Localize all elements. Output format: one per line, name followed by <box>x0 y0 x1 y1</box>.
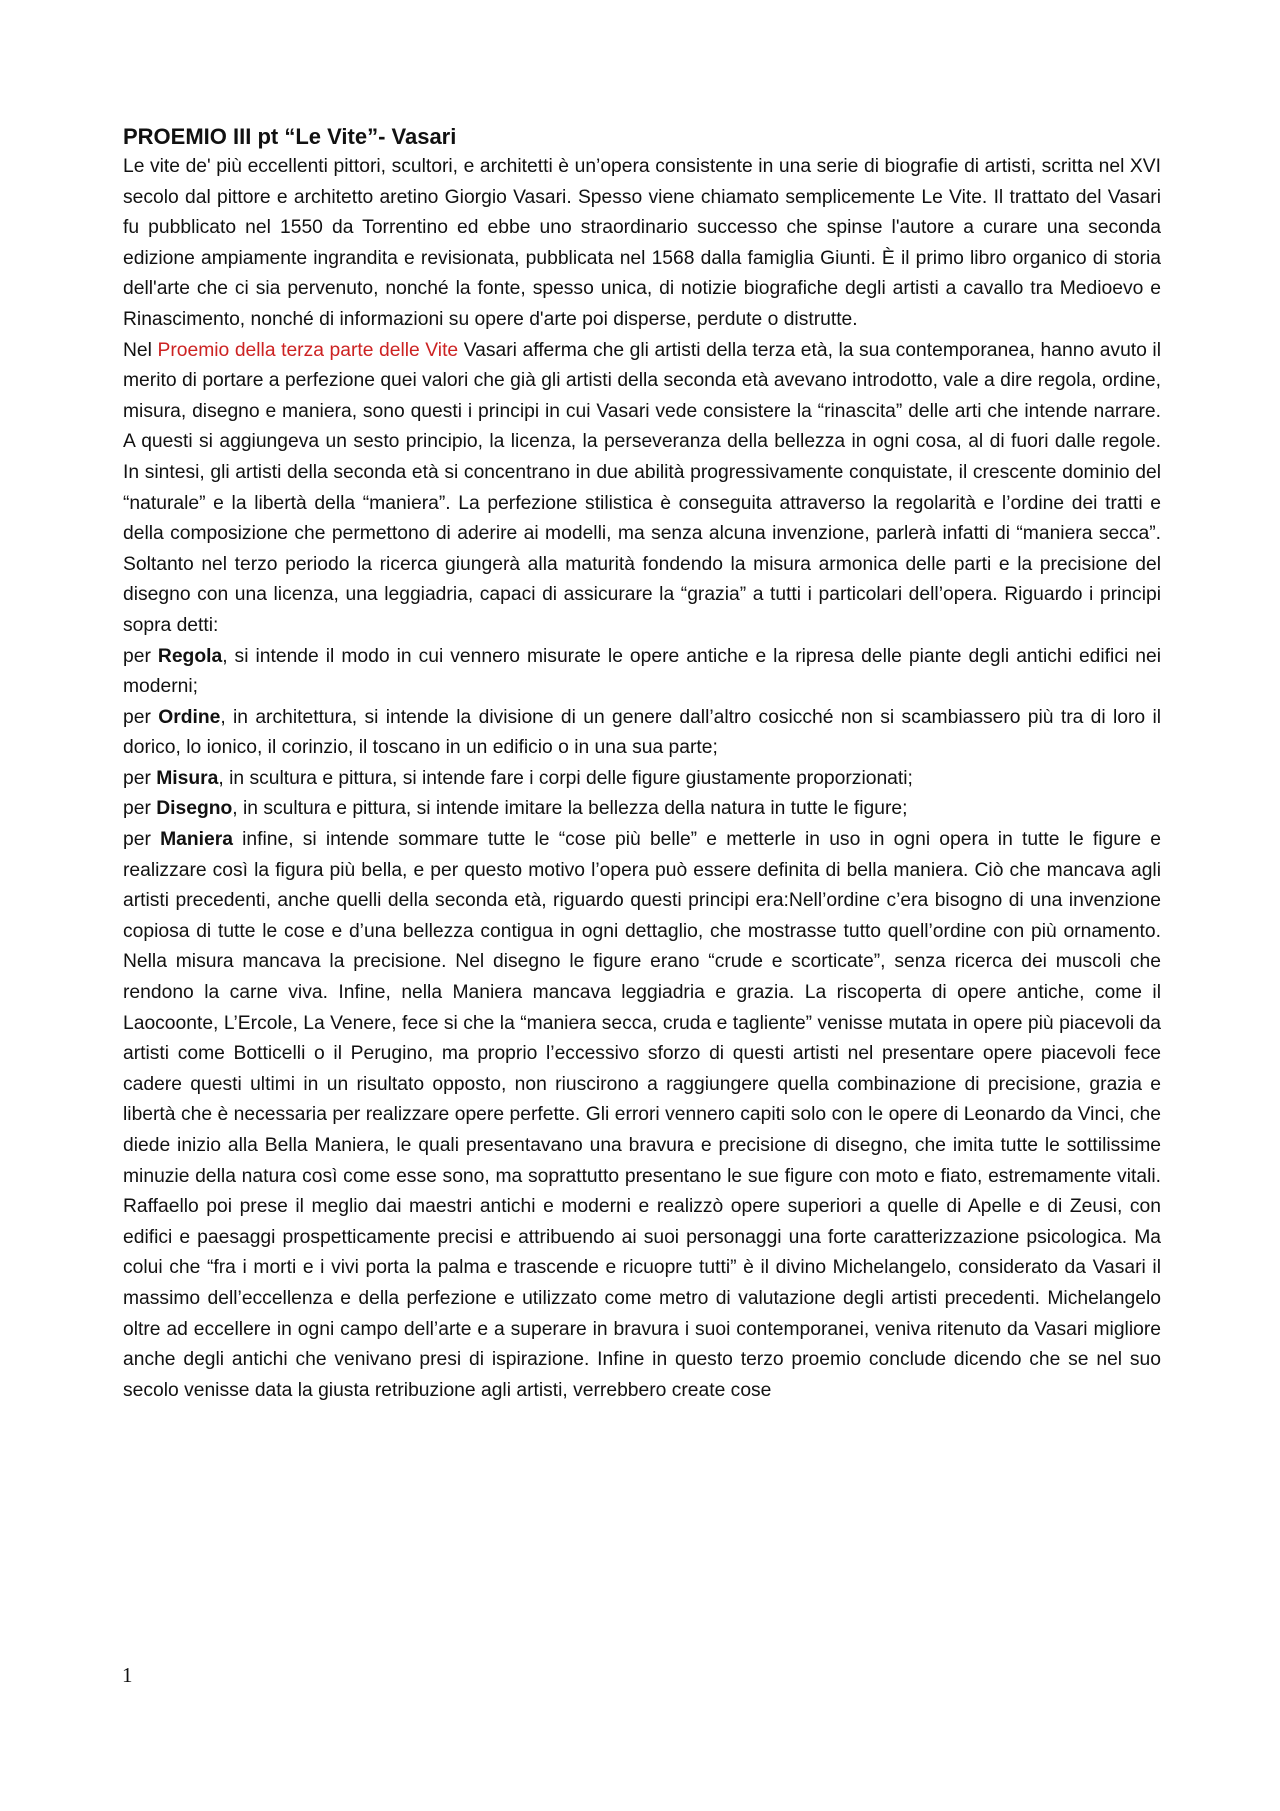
principle-term: Ordine <box>158 706 221 728</box>
principle-term: Misura <box>156 767 219 789</box>
principle-regola <box>123 642 1161 703</box>
principle-term: Regola <box>157 645 223 667</box>
principle-text: , in architettura, si intende la divisione di un genere dall’altro cosicché non si scambiassero più tra di loro il dorico, lo ionico, il corinzio, il toscano in un edificio o in una sua parte; <box>123 706 1162 759</box>
principle-term: Maniera <box>160 829 233 851</box>
principle-prefix: per <box>123 798 151 820</box>
proemio-paragraph <box>123 336 1161 642</box>
proemio-prefix: Nel <box>123 339 152 361</box>
principle-prefix: per <box>123 706 151 728</box>
principle-term: Disegno <box>156 798 233 820</box>
principle-maniera <box>123 825 1161 1406</box>
intro-paragraph: Le vite de' più eccellenti pittori, scultori, e architetti è un’opera consistente in una serie di biografie di artisti, scritta nel XVI secolo dal pittore e architetto aretino Giorgio Vasari. Spesso viene chiamato semplicemente Le Vite. Il trattato del Vasari fu pubblicato nel 1550 da Torrentino ed ebbe uno straordinario successo che spinse l'autore a curare una seconda edizione ampiamente ingrandita e revisionata, pubblicata nel 1568 dalla famiglia Giunti. È il primo libro organico di storia dell'arte che ci sia pervenuto, nonché la fonte, spesso unica, di notizie biografiche degli artisti a cavallo tra Medioevo e Rinascimento, nonché di informazioni su opere d'arte poi disperse, perdute o distrutte. <box>123 156 1161 330</box>
principle-text: , in scultura e pittura, si intende fare i corpi delle figure giustamente proporzionati; <box>218 767 913 789</box>
principle-text: , si intende il modo in cui vennero misurate le opere antiche e la ripresa delle piante degli antichi edifici nei moderni; <box>123 645 1161 698</box>
proemio-link[interactable]: Proemio della terza parte delle Vite <box>157 339 459 361</box>
principle-disegno <box>123 794 1161 825</box>
principle-misura <box>123 764 1161 795</box>
principle-text: infine, si intende sommare tutte le “cose più belle” e metterle in uso in ogni opera in tutte le figure e realizzare così la figura più bella, e per questo motivo l’opera può essere definita di bella maniera. Ciò che mancava agli artisti precedenti, anche quelli della seconda età, riguardo questi principi era:Nell’ordine c’era bisogno di una invenzione copiosa di tutte le cose e d’una bellezza contigua in ogni dettaglio, che mostrasse tutto quell’ordine con più ornamento. Nella misura mancava la precisione. Nel disegno le figure erano “crude e scorticate”, senza ricerca dei muscoli che rendono la carne viva. Infine, nella Maniera mancava leggiadria e grazia. La riscoperta di opere antiche, come il Laocoonte, L’Ercole, La Venere, fece si che la “maniera secca, cruda e tagliente” venisse mutata in opere più piacevoli da artisti come Botticelli o il Perugino, ma proprio l’eccessivo sforzo di questi artisti nel presentare opere piacevoli fece cadere questi ultimi in un risultato opposto, non riuscirono a raggiungere quella combinazione di precisione, grazia e libertà che è necessaria per realizzare opere perfette. Gli errori vennero capiti solo con le opere di Leonardo da Vinci, che diede inizio alla Bella Maniera, le quali presentavano una bravura e precisione di disegno, che imita tutte le sottilissime minuzie della natura così come esse sono, ma soprattutto presentano le sue figure con moto e fiato, estremamente vitali. Raffaello poi prese il meglio dai maestri antichi e moderni e realizzò opere superiori a quelle di Apelle e di Zeusi, con edifici e paesaggi prospetticamente precisi e attribuendo ai suoi personaggi una forte caratterizzazione psicologica. Ma colui che “fra i morti e i vivi porta la palma e trascende e ricuopre tutti” è il divino Michelangelo, considerato da Vasari il massimo dell’eccellenza e della perfezione e utilizzato come metro di valutazione degli artisti precedenti. Michelangelo oltre ad eccellere in ogni campo dell’arte e a superare in bravura i suoi contemporanei, veniva ritenuto da Vasari migliore anche degli antichi che venivano presi di ispirazione. Infine in questo terzo proemio conclude dicendo che se nel suo secolo venisse data la giusta retribuzione agli artisti, verrebbero create cose <box>123 829 1161 1401</box>
document-title: PROEMIO III pt “Le Vite”- Vasari <box>123 124 457 149</box>
principle-prefix: per <box>123 645 151 667</box>
document-page <box>123 122 1161 1406</box>
page-number: 1 <box>122 1663 133 1687</box>
principle-prefix: per <box>123 767 151 789</box>
principle-ordine <box>123 703 1161 764</box>
principle-prefix: per <box>123 829 151 851</box>
principle-text: , in scultura e pittura, si intende imitare la bellezza della natura in tutte le figure; <box>232 798 908 820</box>
proemio-text: Vasari afferma che gli artisti della terza età, la sua contemporanea, hanno avuto il merito di portare a perfezione quei valori che già gli artisti della seconda età avevano introdotto, vale a dire regola, ordine, misura, disegno e maniera, sono questi i principi in cui Vasari vede consistere la “rinascita” delle arti che intende narrare. A questi si aggiungeva un sesto principio, la licenza, la perseveranza della bellezza in ogni cosa, al di fuori dalle regole. In sintesi, gli artisti della seconda età si concentrano in due abilità progressivamente conquistate, il crescente dominio del “naturale” e la libertà della “maniera”. La perfezione stilistica è conseguita attraverso la regolarità e l’ordine dei tratti e della composizione che permettono di aderire ai modelli, ma senza alcuna invenzione, parlerà infatti di “maniera secca”. Soltanto nel terzo periodo la ricerca giungerà alla maturità fondendo la misura armonica delle parti e la precisione del disegno con una licenza, una leggiadria, capaci di assicurare la “grazia” a tutti i particolari dell’opera. Riguardo i principi sopra detti: <box>123 339 1161 636</box>
